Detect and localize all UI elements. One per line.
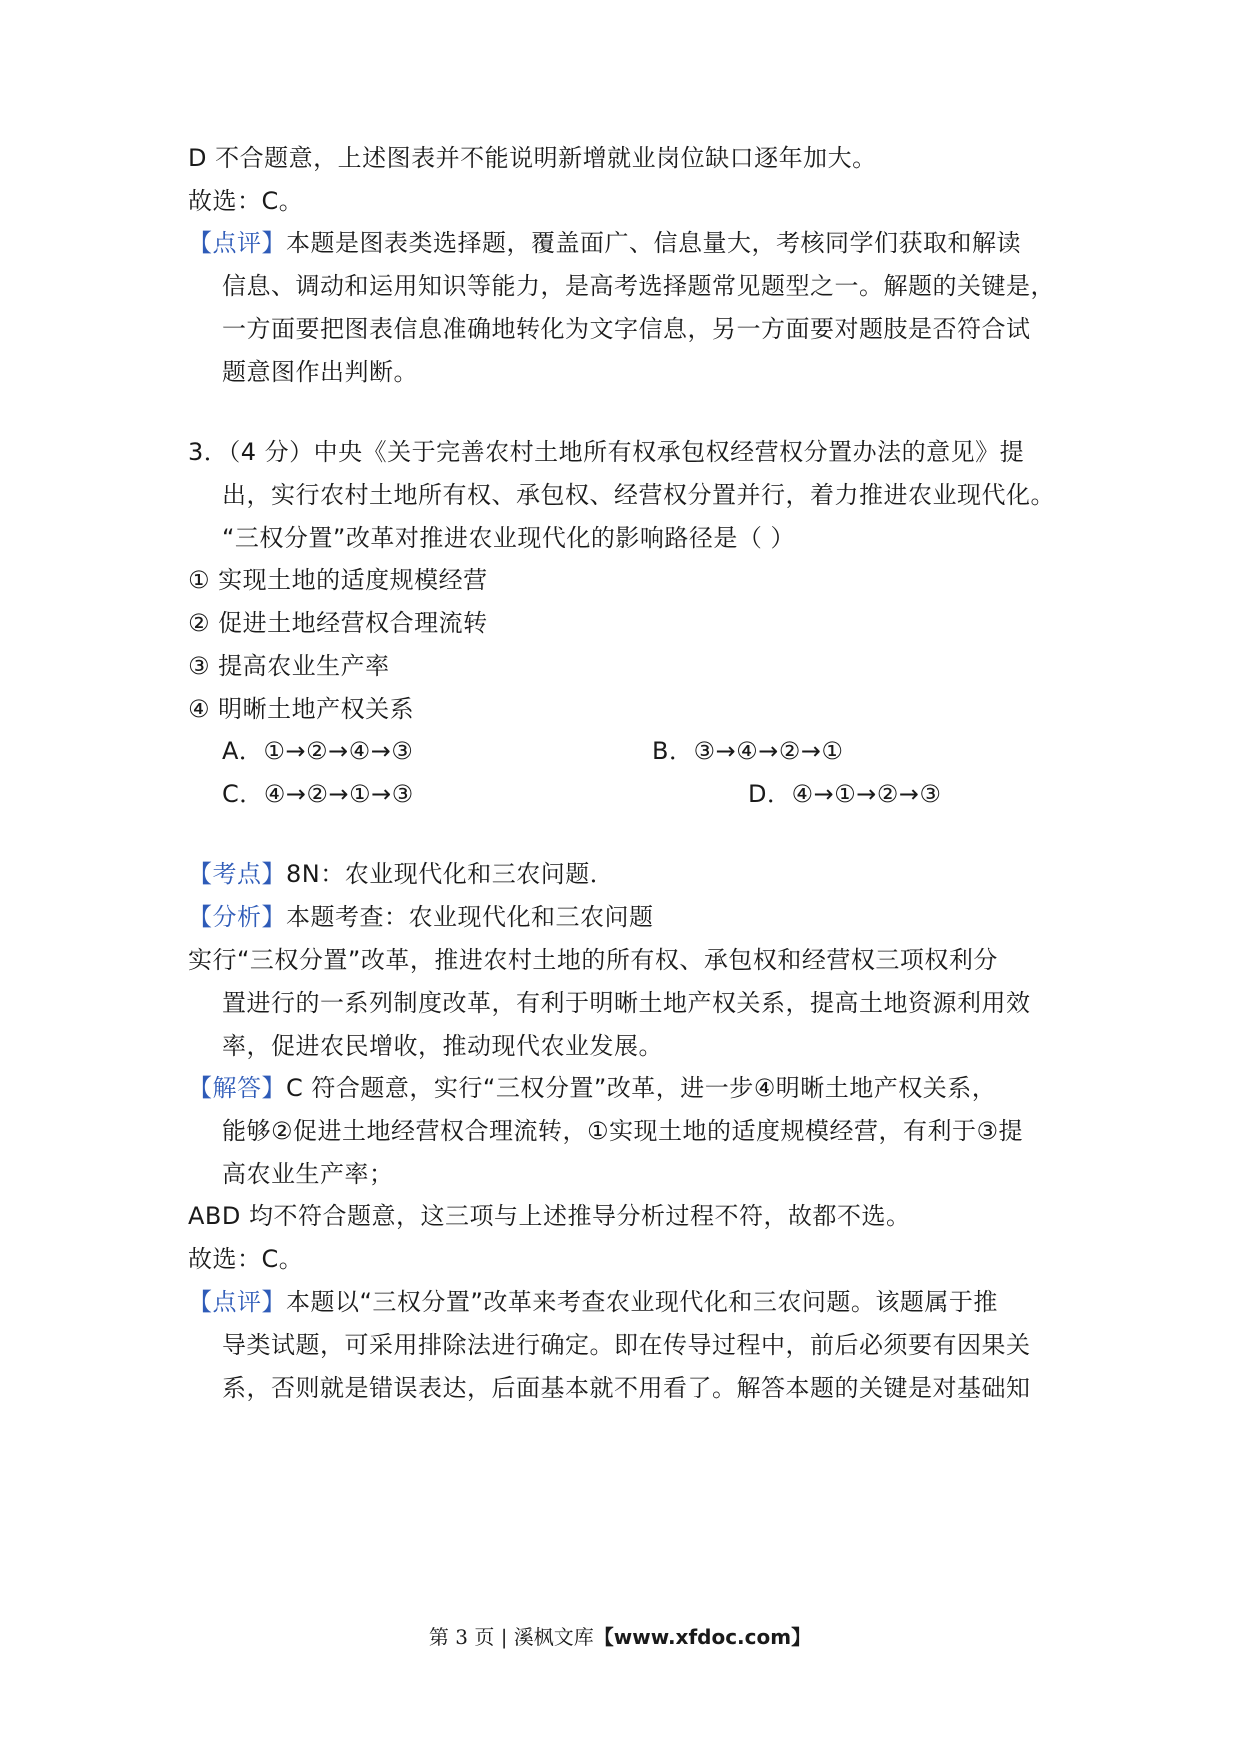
footer-site-name: 溪枫文库 xyxy=(513,1625,594,1649)
analysis-line-3: 率，促进农民增收，推动现代农业发展。 xyxy=(222,1032,663,1060)
comment-text: 本题是图表类选择题，覆盖面广、信息量大，考核同学们获取和解读 xyxy=(286,229,1021,257)
prev-comment-line-4: 题意图作出判断。 xyxy=(222,358,418,386)
question-item-4: ④ 明晰土地产权关系 xyxy=(188,695,415,723)
analysis-line-1: 实行“三权分置”改革，推进农村土地的所有权、承包权和经营权三项权利分 xyxy=(188,946,998,974)
fenxi-line xyxy=(188,901,654,933)
prev-line-d: D 不合题意，上述图表并不能说明新增就业岗位缺口逐年加大。 xyxy=(188,144,877,172)
question-item-2: ② 促进土地经营权合理流转 xyxy=(188,609,488,637)
question-stem-text: （4 分）中央《关于完善农村土地所有权承包权经营权分置办法的意见》提 xyxy=(228,438,1025,466)
question-number: 3． xyxy=(188,438,229,466)
option-c: C．④→②→①→③ xyxy=(222,780,414,808)
dianping-line-2: 导类试题，可采用排除法进行确定。即在传导过程中，前后必须要有因果关 xyxy=(222,1331,1031,1359)
dianping-tag: 【点评】 xyxy=(188,1288,286,1316)
footer-separator: | xyxy=(494,1625,514,1649)
footer-page-number: 第 3 页 xyxy=(428,1625,495,1649)
question-stem-line-3: “三权分置”改革对推进农业现代化的影响路径是（ ） xyxy=(222,524,795,552)
jieda-line-2: 能够②促进土地经营权合理流转，①实现土地的适度规模经营，有利于③提 xyxy=(222,1117,1024,1145)
jieda-text: C 符合题意，实行“三权分置”改革，进一步④明晰土地产权关系， xyxy=(286,1074,997,1102)
prev-comment-line-2: 信息、调动和运用知识等能力，是高考选择题常见题型之一。解题的关键是， xyxy=(222,272,1055,300)
prev-answer-line: 故选：C。 xyxy=(188,187,304,215)
question-item-1: ① 实现土地的适度规模经营 xyxy=(188,566,488,594)
jieda-tag: 【解答】 xyxy=(188,1074,286,1102)
analysis-line-2: 置进行的一系列制度改革，有利于明晰土地产权关系，提高土地资源利用效 xyxy=(222,989,1031,1017)
option-d: D．④→①→②→③ xyxy=(748,780,942,808)
question-stem-line-1 xyxy=(188,436,1024,468)
prev-comment-line-3: 一方面要把图表信息准确地转化为文字信息，另一方面要对题肢是否符合试 xyxy=(222,315,1031,343)
question-item-3: ③ 提高农业生产率 xyxy=(188,652,390,680)
question-stem-line-2: 出，实行农村土地所有权、承包权、经营权分置并行，着力推进农业现代化。 xyxy=(222,481,1055,509)
dianping-line-3: 系，否则就是错误表达，后面基本就不用看了。解答本题的关键是对基础知 xyxy=(222,1374,1031,1402)
option-b: B．③→④→②→① xyxy=(652,737,844,765)
fenxi-tag: 【分析】 xyxy=(188,903,286,931)
page-footer xyxy=(0,1622,1240,1652)
kaodian-tag: 【考点】 xyxy=(188,860,286,888)
kaodian-text: 8N：农业现代化和三农问题． xyxy=(286,860,615,888)
jieda-line-1 xyxy=(188,1072,996,1104)
dianping-line-1 xyxy=(188,1286,998,1318)
comment-tag: 【点评】 xyxy=(188,229,286,257)
choice-line: 故选：C。 xyxy=(188,1245,304,1273)
footer-url[interactable]: 【www.xfdoc.com】 xyxy=(593,1625,812,1649)
option-a: A．①→②→④→③ xyxy=(222,737,414,765)
dianping-text: 本题以“三权分置”改革来考查农业现代化和三农问题。该题属于推 xyxy=(286,1288,998,1316)
kaodian-line xyxy=(188,858,614,890)
jieda-line-3: 高农业生产率； xyxy=(222,1160,394,1188)
fenxi-text: 本题考查：农业现代化和三农问题 xyxy=(286,903,654,931)
prev-comment-line-1 xyxy=(188,227,1021,259)
abd-line: ABD 均不符合题意，这三项与上述推导分析过程不符，故都不选。 xyxy=(188,1202,911,1230)
